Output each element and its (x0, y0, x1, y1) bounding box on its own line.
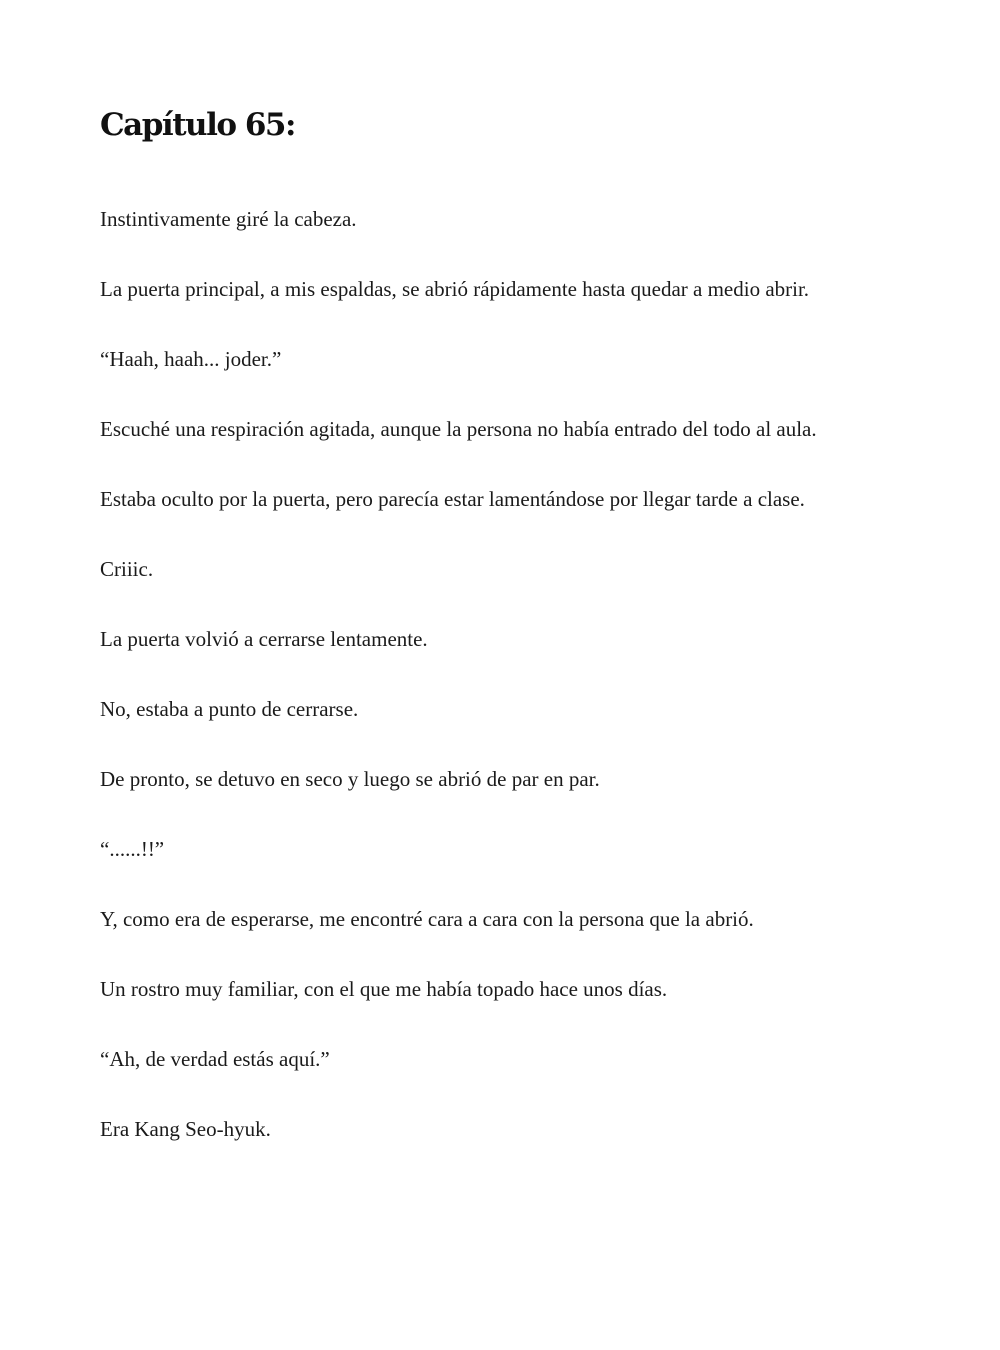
paragraph: Era Kang Seo-hyuk. (100, 1117, 271, 1141)
paragraph: La puerta volvió a cerrarse lentamente. (100, 627, 428, 651)
paragraph: La puerta principal, a mis espaldas, se abrió rápidamente hasta quedar a medio abrir. (100, 277, 810, 301)
paragraph: “Haah, haah... joder.” (100, 347, 282, 371)
chapter-title: Capítulo 65: (100, 107, 295, 143)
paragraph: Y, como era de esperarse, me encontré cara a cara con la persona que la abrió. (100, 907, 754, 931)
paragraph: Estaba oculto por la puerta, pero parecía estar lamentándose por llegar tarde a clase. (100, 487, 805, 511)
paragraph: “......!!” (100, 837, 165, 861)
paragraph: Criiic. (100, 557, 154, 581)
paragraph: Instintivamente giré la cabeza. (100, 207, 357, 231)
chapter-page (100, 100, 905, 1182)
paragraph: Escuché una respiración agitada, aunque la persona no había entrado del todo al aula. (100, 417, 817, 441)
paragraph: “Ah, de verdad estás aquí.” (100, 1047, 330, 1071)
paragraph: No, estaba a punto de cerrarse. (100, 697, 359, 721)
chapter-body (100, 202, 905, 1147)
paragraph: De pronto, se detuvo en seco y luego se abrió de par en par. (100, 767, 600, 791)
paragraph: Un rostro muy familiar, con el que me había topado hace unos días. (100, 977, 668, 1001)
